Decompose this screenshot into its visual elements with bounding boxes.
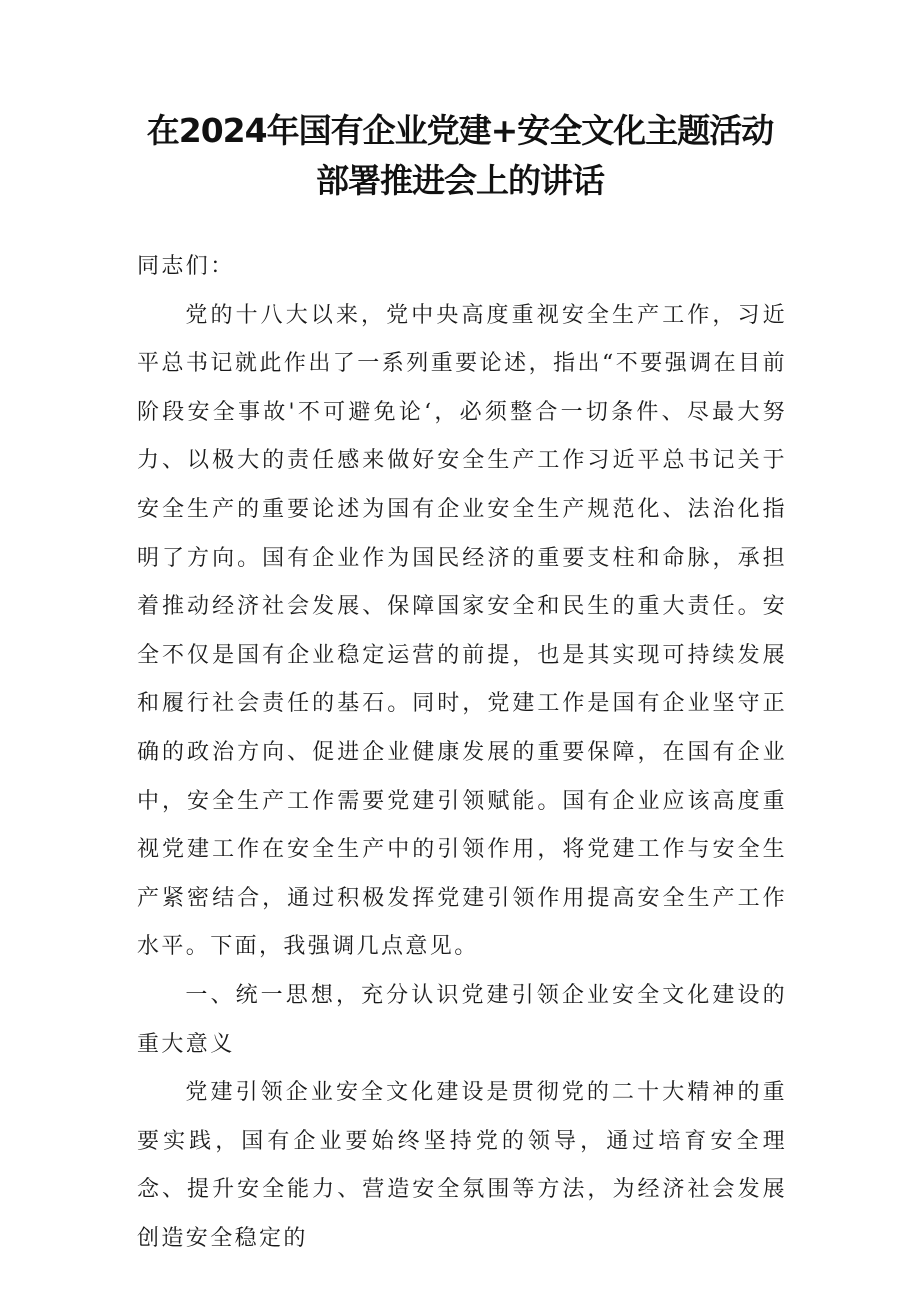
section-heading-1: 一、统一思想，充分认识党建引领企业安全文化建设的重大意义 — [137, 982, 787, 1057]
salutation: 同志们： — [137, 254, 235, 279]
paragraph-section-1: 党建引领企业安全文化建设是贯彻党的二十大精神的重要实践，国有企业要始终坚持党的领导，通过培育安全理念、提升安全能力、营造安全氛围等方法，为经济社会发展创造安全稳定的 — [137, 1080, 787, 1251]
document-body — [137, 243, 787, 1263]
document-title-line-1: 在2024年国有企业党建+安全文化主题活动 — [146, 111, 774, 150]
document-title-line-2: 部署推进会上的讲话 — [316, 161, 604, 200]
paragraph-intro: 党的十八大以来，党中央高度重视安全生产工作，习近平总书记就此作出了一系列重要论述，指出“不要强调在目前阶段安全事故'不可避免论‘，必须整合一切条件、尽最大努力、以极大的责任感来做好安全生产工作习近平总书记关于安全生产的重要论述为国有企业安全生产规范化、法治化指明了方向。国有企业作为国民经济的重要支柱和命脉，承担着推动经济社会发展、保障国家安全和民生的重大责任。安全不仅是国有企业稳定运营的前提，也是其实现可持续发展和履行社会责任的基石。同时，党建工作是国有企业坚守正确的政治方向、促进企业健康发展的重要保障，在国有企业中，安全生产工作需要党建引领赋能。国有企业应该高度重视党建工作在安全生产中的引领作用，将党建工作与安全生产紧密结合，通过积极发挥党建引领作用提高安全生产工作水平。下面，我强调几点意见。 — [137, 302, 787, 960]
